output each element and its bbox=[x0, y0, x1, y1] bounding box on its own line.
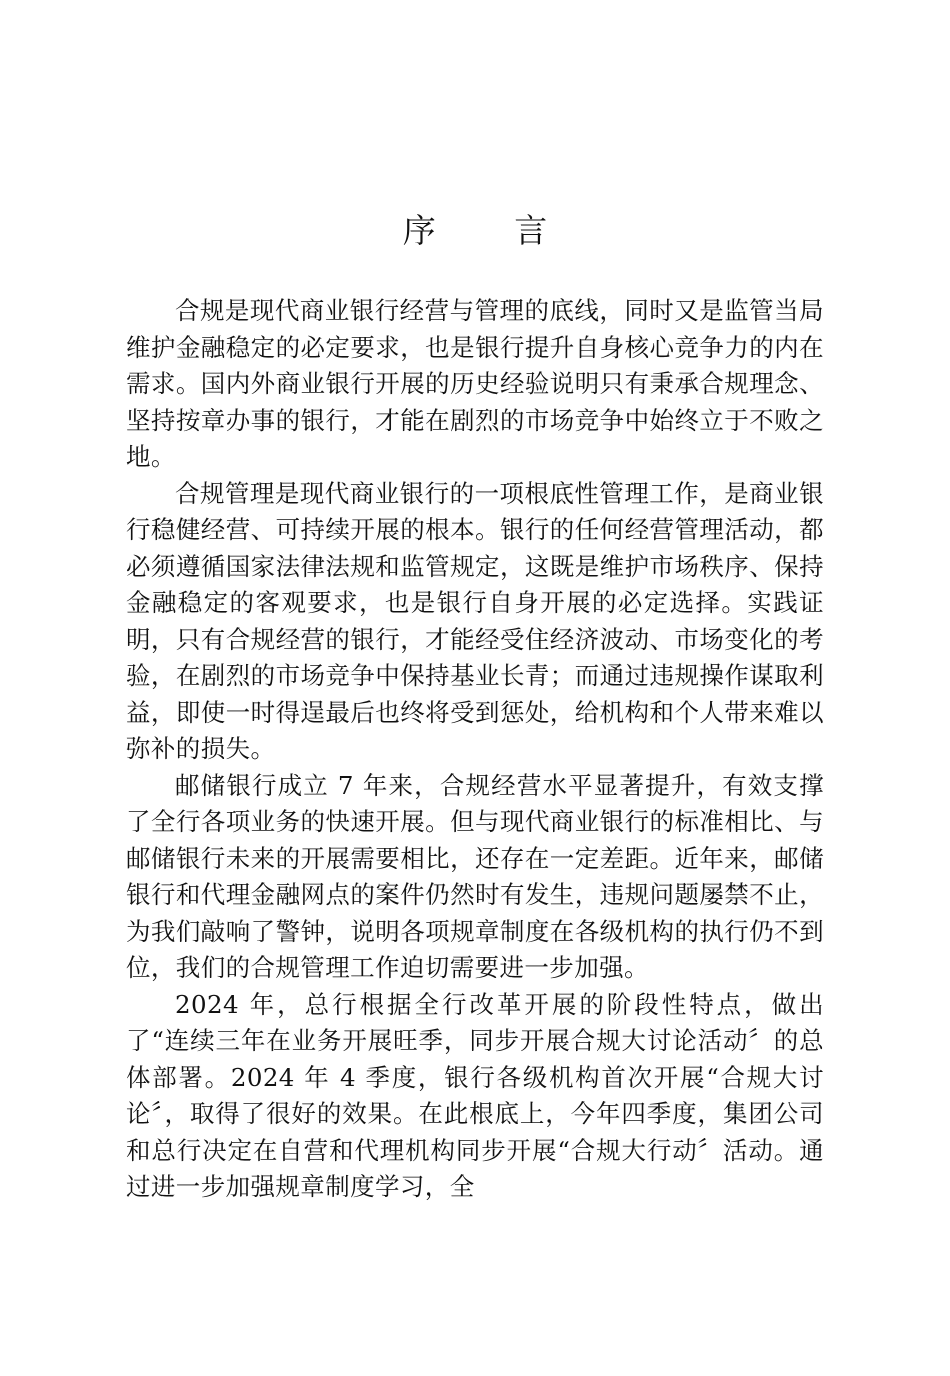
paragraph-1: 合规是现代商业银行经营与管理的底线，同时又是监管当局维护金融稳定的必定要求，也是银行提升自身核心竞争力的内在需求。国内外商业银行开展的历史经验说明只有秉承合规理念、坚持按章办事的银行，才能在剧烈的市场竞争中始终立于不败之地。 bbox=[126, 296, 824, 471]
preface-body bbox=[126, 293, 824, 1206]
page-title: 序 言 bbox=[402, 211, 582, 250]
paragraph-2: 合规管理是现代商业银行的一项根底性管理工作，是商业银行稳健经营、可持续开展的根本。银行的任何经营管理活动，都必须遵循国家法律法规和监管规定，这既是维护市场秩序、保持金融稳定的客观要求，也是银行自身开展的必定选择。实践证明，只有合规经营的银行，才能经受住经济波动、市场变化的考验，在剧烈的市场竞争中保持基业长青；而通过违规操作谋取利益，即使一时得逞最后也终将受到惩处，给机构和个人带来难以弥补的损失。 bbox=[126, 478, 824, 763]
paragraph-4: 2024 年，总行根据全行改革开展的阶段性特点，做出了“连续三年在业务开展旺季，同步开展合规大讨论活动〞的总体部署。2024 年 4 季度，银行各级机构首次开展“合规大讨论〞，取得了很好的效果。在此根底上，今年四季度，集团公司和总行决定在自营和代理机构同步开展“合规大行动〞活动。通过进一步加强规章制度学习，全 bbox=[126, 989, 824, 1201]
paragraph-3: 邮储银行成立 7 年来，合规经营水平显著提升，有效支撑了全行各项业务的快速开展。但与现代商业银行的标准相比、与邮储银行未来的开展需要相比，还存在一定差距。近年来，邮储银行和代理金融网点的案件仍然时有发生，违规问题屡禁不止，为我们敲响了警钟，说明各项规章制度在各级机构的执行仍不到位，我们的合规管理工作迫切需要进一步加强。 bbox=[126, 770, 824, 982]
